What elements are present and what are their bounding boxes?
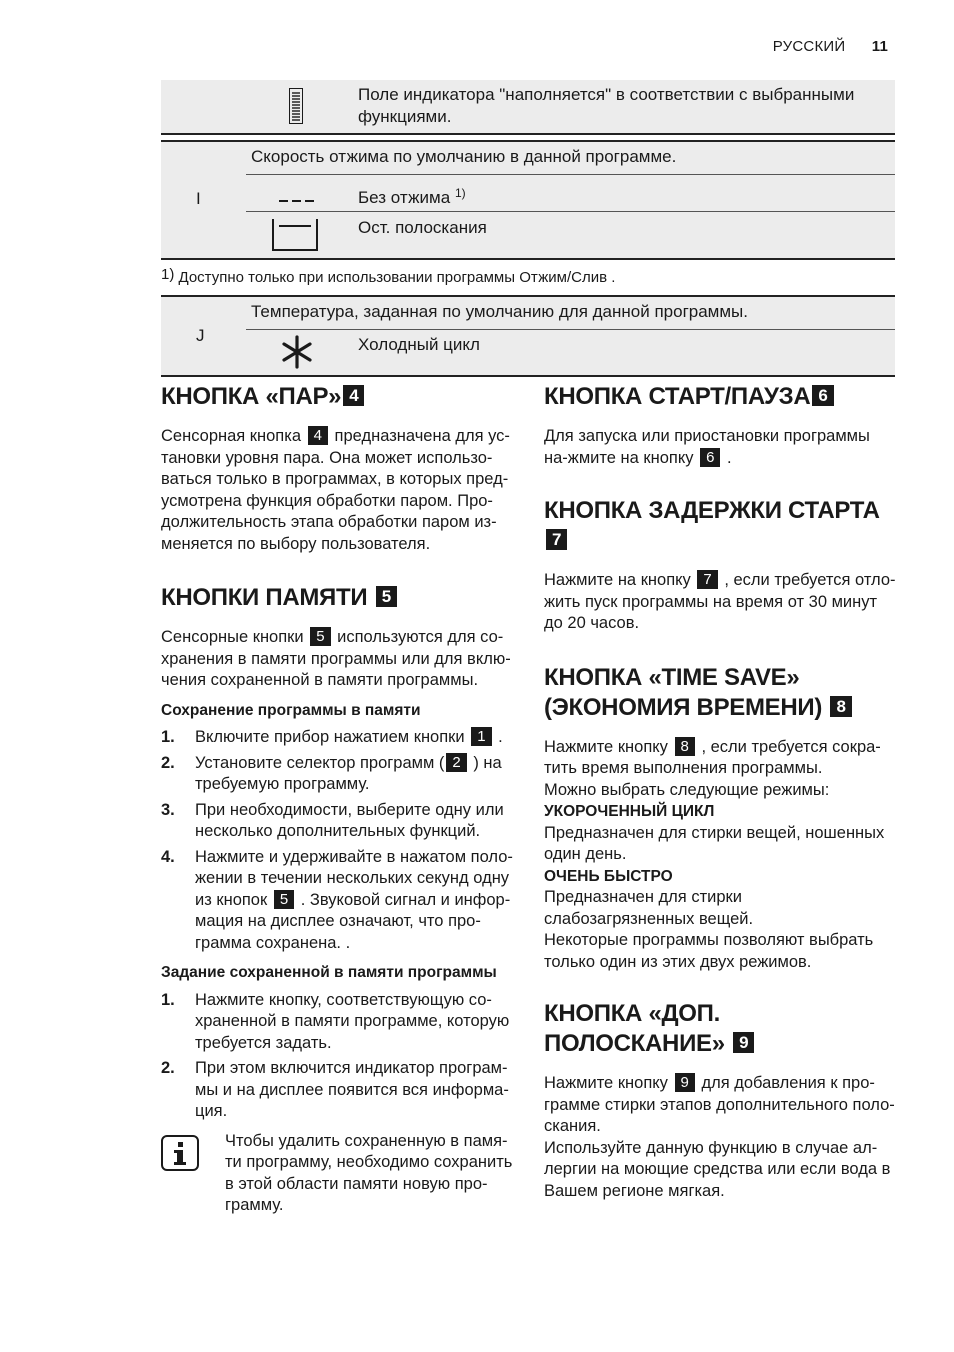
save-steps-list	[161, 727, 513, 954]
mode-short-cycle-title: УКОРОЧЕННЫЙ ЦИКЛ	[544, 803, 715, 820]
no-spin-icon	[278, 193, 316, 211]
rinse-hold-label: Ост. полоскания	[358, 218, 487, 237]
delay-start-heading: КНОПКА ЗАДЕРЖКИ СТАРТА 7	[544, 497, 880, 549]
cold-cycle-label: Холодный цикл	[358, 335, 480, 354]
mode-very-fast-title: ОЧЕНЬ БЫСТРО	[544, 867, 673, 885]
info-note: Чтобы удалить сохраненную в памя-ти программу, необходимо сохранить в этой области памяти новую про-грамму.	[161, 1131, 513, 1217]
spin-letter: I	[196, 189, 201, 208]
delay-start-paragraph: Нажмите на кнопку 7 , если требуется отло-жить пуск программы на время от 30 минут до 20 часов.	[544, 571, 896, 632]
no-spin-label: Без отжима $^{1)}$	[358, 186, 466, 207]
right-column	[544, 382, 896, 1202]
cold-cycle-icon	[279, 334, 315, 375]
start-pause-heading: КНОПКА СТАРТ/ПАУЗА 6	[544, 382, 896, 412]
temperature-default-text: Температура, заданная по умолчанию для данной программы.	[251, 302, 749, 321]
time-save-modes-intro: Можно выбрать следующие режимы:	[544, 780, 830, 799]
temperature-letter: J	[196, 326, 205, 345]
left-column	[161, 382, 513, 1217]
mode-very-fast-text: Предназначен для стирки слабозагрязненных вещей.	[544, 888, 754, 928]
list-item: 2. При этом включится индикатор програм-мы и на дисплее появится вся информа-ция.	[161, 1059, 509, 1120]
language-label: РУССКИЙ	[772, 38, 846, 55]
bar-indicator-icon	[289, 88, 303, 124]
recall-program-subheading: Задание сохраненной в памяти программы	[161, 964, 497, 981]
list-item: 1. Включите прибор нажатием кнопки 1 .	[161, 728, 503, 746]
memory-paragraph: Сенсорные кнопки 5 используются для со-хранения в памяти программы или для вклю-чения сохраненной в памяти программы.	[161, 628, 511, 689]
save-program-subheading: Сохранение программы в памяти	[161, 701, 421, 719]
list-item: 4. Нажмите и удерживайте в нажатом поло-жении в течении нескольких секунд одну из кнопок 5 . Звуковой сигнал и инфор-мация на дисплее означают, что про-грамма сохранена. .	[161, 847, 513, 952]
extra-rinse-paragraph: Нажмите кнопку 9 для добавления к про-грамме стирки этапов дополнительного поло-скания.	[544, 1074, 895, 1135]
page-header	[773, 38, 888, 55]
footnote: 1) Доступно только при использовании программы Отжим/Слив .	[161, 266, 616, 286]
memory-heading: КНОПКИ ПАМЯТИ 5	[161, 583, 513, 613]
start-pause-paragraph: Для запуска или приостановки программы на-жмите на кнопку 6 .	[544, 427, 870, 467]
extra-rinse-heading: КНОПКА «ДОП. ПОЛОСКАНИЕ» 9	[544, 999, 896, 1059]
time-save-paragraph: Нажмите кнопку 8 , если требуется сокра-тить время выполнения программы.	[544, 737, 881, 777]
steam-paragraph: Сенсорная кнопка 4 предназначена для ус-тановки уровня пара. Она может использо-ваться только в программах, в которых пред-усмотрена функция обработки паром. Про-должительность этапа обработки паром из-меняется по выбору пользователя.	[161, 427, 510, 553]
time-save-note: Некоторые программы позволяют выбрать только один из этих двух режимов.	[544, 931, 874, 971]
rinse-hold-icon	[271, 218, 319, 257]
extra-rinse-paragraph-2: Используйте данную функцию в случае ал-лергии на моющие средства или если вода в Вашем регионе мягкая.	[544, 1138, 891, 1200]
time-save-heading: КНОПКА «TIME SAVE» (ЭКОНОМИЯ ВРЕМЕНИ) 8	[544, 663, 896, 723]
page-number: 11	[871, 38, 888, 55]
recall-steps-list	[161, 990, 513, 1123]
list-item: 2. Установите селектор программ ( 2 ) на требуемую программу.	[161, 753, 502, 793]
mode-short-cycle-text: Предназначен для стирки вещей, ношенных один день.	[544, 823, 885, 863]
spin-default-text: Скорость отжима по умолчанию в данной программе.	[251, 147, 677, 166]
info-icon	[161, 1135, 199, 1178]
list-item: 3. При необходимости, выберите одну или несколько дополнительных функций.	[161, 800, 504, 840]
list-item: 1. Нажмите кнопку, соответствующую со-храненной в памяти программе, которую требуется задать.	[161, 990, 510, 1052]
indicator-description: Поле индикатора "наполняется" в соответствии с выбранными функциями.	[358, 85, 855, 126]
steam-heading: КНОПКА «ПАР» 4	[161, 382, 513, 412]
